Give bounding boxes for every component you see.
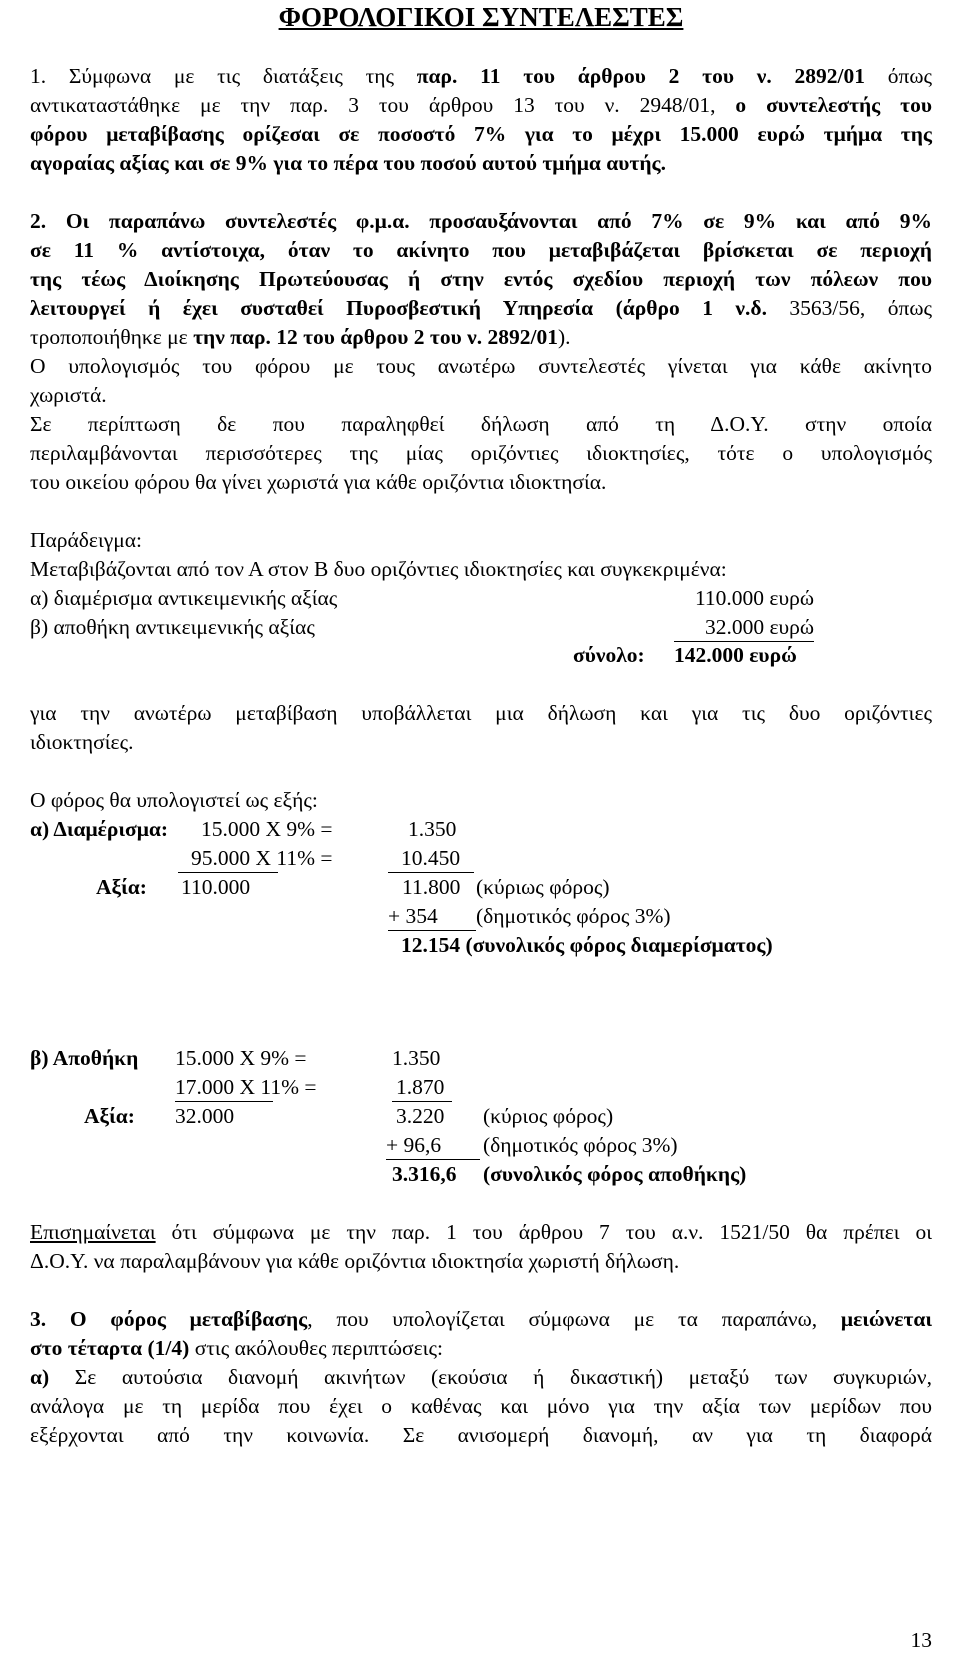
calc-intro: Ο φόρος θα υπολογιστεί ως εξής: xyxy=(30,788,318,812)
bold-text: μειώνεται xyxy=(840,1307,933,1331)
text-run: όπως xyxy=(864,64,932,88)
paragraph-2-line-7: χωριστά. xyxy=(30,383,107,407)
calc-b-label: β) Αποθήκη xyxy=(30,1046,139,1070)
calc-b-main-tax: 3.220 xyxy=(396,1104,445,1128)
total-value: 142.000 ευρώ xyxy=(674,643,797,667)
paragraph-3-line-5: εξέρχονται από την κοινωνία. Σε ανισομερή διανομή, αν για τη διαφορά xyxy=(30,1423,932,1447)
paragraph-2-line-6: Ο υπολογισμός του φόρου με τους ανωτέρω συντελεστές γίνεται για κάθε ακίνητο xyxy=(30,354,932,378)
calc-a-row1-value: 1.350 xyxy=(408,817,457,841)
calc-b-muni-note: (δημοτικός φόρος 3%) xyxy=(483,1133,678,1157)
example-after-line-1: για την ανωτέρω μεταβίβαση υποβάλλεται μια δήλωση και για τις δυο οριζόντιες xyxy=(30,701,932,725)
calc-a-main-note: (κύριως φόρος) xyxy=(476,875,610,899)
text-run: τροποποιήθηκε με xyxy=(30,325,194,349)
paragraph-2-line-2: σε 11 % αντίστοιχα, όταν το ακίνητο που μεταβιβάζεται βρίσκεται σε περιοχή xyxy=(30,238,932,262)
calc-b-main-note: (κύριος φόρος) xyxy=(483,1104,614,1128)
calc-a-axia-label: Αξία: xyxy=(96,875,147,899)
text-run: αντικαταστάθηκε με την παρ. 3 του άρθρου 13 του ν. 2948/01, xyxy=(30,93,736,117)
bold-text: ο συντελεστής του xyxy=(735,93,933,117)
item-b-label: β) αποθήκη αντικειμενικής αξίας xyxy=(30,615,315,639)
calc-b-total-note: (συνολικός φόρος αποθήκης) xyxy=(483,1162,747,1186)
page-number: 13 xyxy=(910,1628,932,1652)
calc-b-muni-tax: + 96,6 xyxy=(386,1133,442,1157)
text-run: 1. Σύμφωνα με τις διατάξεις της xyxy=(30,64,417,88)
calc-a-row2-expr: 95.000 Χ 11% = xyxy=(191,846,333,870)
text-run: στις ακόλουθες περιπτώσεις: xyxy=(189,1336,443,1360)
example-after-line-2: ιδιοκτησίες. xyxy=(30,730,134,754)
calc-b-row2-expr: 17.000 Χ 11% = xyxy=(175,1075,317,1099)
calc-b-axia-value: 32.000 xyxy=(175,1104,235,1128)
document-page xyxy=(30,0,932,1673)
page-title: ΦΟΡΟΛΟΓΙΚΟΙ ΣΥΝΤΕΛΕΣΤΕΣ xyxy=(278,2,684,32)
text-run: ότι σύμφωνα με την παρ. 1 του άρθρου 7 του α.ν. 1521/50 θα πρέπει οι xyxy=(155,1220,932,1244)
paragraph-1-line-1 xyxy=(30,62,932,91)
paragraph-3-line-4: ανάλογα με τη μερίδα που έχει ο καθένας και μόνο για την αξία των μερίδων που xyxy=(30,1394,932,1418)
text-run: ). xyxy=(557,325,571,349)
paragraph-2-line-10: του οικείου φόρου θα γίνει χωριστά για κάθε οριζόντια ιδιοκτησία. xyxy=(30,470,607,494)
item-a-value: 110.000 ευρώ xyxy=(694,586,814,610)
paragraph-1-line-4: αγοραίας αξίας και σε 9% για το πέρα του ποσού αυτού τμήμα αυτής. xyxy=(30,151,666,175)
paragraph-1-line-3: φόρου μεταβίβασης ορίζεσαι σε ποσοστό 7% για το μέχρι 15.000 ευρώ τμήμα της xyxy=(30,122,932,146)
bold-text: 3. Ο φόρος μεταβίβασης xyxy=(30,1307,308,1331)
calc-a-muni-tax: + 354 xyxy=(388,904,438,928)
paragraph-2-line-8: Σε περίπτωση δε που παραληφθεί δήλωση από τη Δ.Ο.Υ. στην οποία xyxy=(30,412,932,436)
item-b-value: 32.000 ευρώ xyxy=(704,615,814,639)
note-line-2: Δ.Ο.Υ. να παραλαμβάνουν για κάθε οριζόντια ιδιοκτησία χωριστή δήλωση. xyxy=(30,1249,680,1273)
paragraph-2-line-5 xyxy=(30,323,932,352)
calc-b-row2-value: 1.870 xyxy=(396,1075,445,1099)
calc-b-total-value: 3.316,6 xyxy=(392,1162,457,1186)
note-line-1 xyxy=(30,1218,932,1247)
bold-reference: την παρ. 12 του άρθρου 2 του ν. 2892/01 xyxy=(193,325,558,349)
calc-a-muni-note: (δημοτικός φόρος 3%) xyxy=(476,904,671,928)
example-heading: Παράδειγμα: xyxy=(30,528,142,552)
total-label: σύνολο: xyxy=(573,643,645,667)
paragraph-2-line-3: της τέως Διοίκησης Πρωτεύουσας ή στην εντός σχεδίου περιοχή των πόλεων που xyxy=(30,267,932,291)
calc-a-axia-value: 110.000 xyxy=(181,875,251,899)
calc-b-axia-label: Αξία: xyxy=(84,1104,135,1128)
paragraph-3-line-3 xyxy=(30,1363,932,1392)
text-run: Σε αυτούσια διανομή ακινήτων (εκούσια ή δικαστική) μεταξύ των συγκυριών, xyxy=(49,1365,932,1389)
calc-a-main-tax: 11.800 xyxy=(402,875,461,899)
paragraph-2-line-4 xyxy=(30,294,932,323)
underlined-text: Επισημαίνεται xyxy=(30,1220,156,1244)
calc-a-row2-value: 10.450 xyxy=(401,846,461,870)
text-run: 3563/56, όπως xyxy=(789,296,932,320)
bold-text: λειτουργεί ή έχει συσταθεί Πυροσβεστική Υπηρεσία (άρθρο 1 ν.δ. xyxy=(30,296,790,320)
bold-text: στο τέταρτα (1/4) xyxy=(30,1336,190,1360)
calc-a-total: 12.154 (συνολικός φόρος διαμερίσματος) xyxy=(401,933,773,957)
calc-a-row1-expr: 15.000 Χ 9% = xyxy=(201,817,333,841)
paragraph-2-line-9: περιλαμβάνονται περισσότερες της μίας οριζόντιες ιδιοκτησίες, τότε ο υπολογισμός xyxy=(30,441,932,465)
item-a-label: α) διαμέρισμα αντικειμενικής αξίας xyxy=(30,586,338,610)
calc-a-label: α) Διαμέρισμα: xyxy=(30,817,169,841)
calc-b-row1-expr: 15.000 Χ 9% = xyxy=(175,1046,307,1070)
text-run: , που υπολογίζεται σύμφωνα με τα παραπάνω, xyxy=(307,1307,841,1331)
example-intro: Μεταβιβάζονται από τον Α στον Β δυο οριζόντιες ιδιοκτησίες και συγκεκριμένα: xyxy=(30,557,727,581)
bold-reference: παρ. 11 του άρθρου 2 του ν. 2892/01 xyxy=(416,64,865,88)
calc-b-row1-value: 1.350 xyxy=(392,1046,441,1070)
paragraph-2-line-1: 2. Οι παραπάνω συντελεστές φ.μ.α. προσαυξάνονται από 7% σε 9% και από 9% xyxy=(30,209,932,233)
paragraph-3-line-2 xyxy=(30,1334,932,1363)
paragraph-1-line-2 xyxy=(30,91,932,120)
paragraph-3-line-1 xyxy=(30,1305,932,1334)
bold-text: α) xyxy=(30,1365,50,1389)
